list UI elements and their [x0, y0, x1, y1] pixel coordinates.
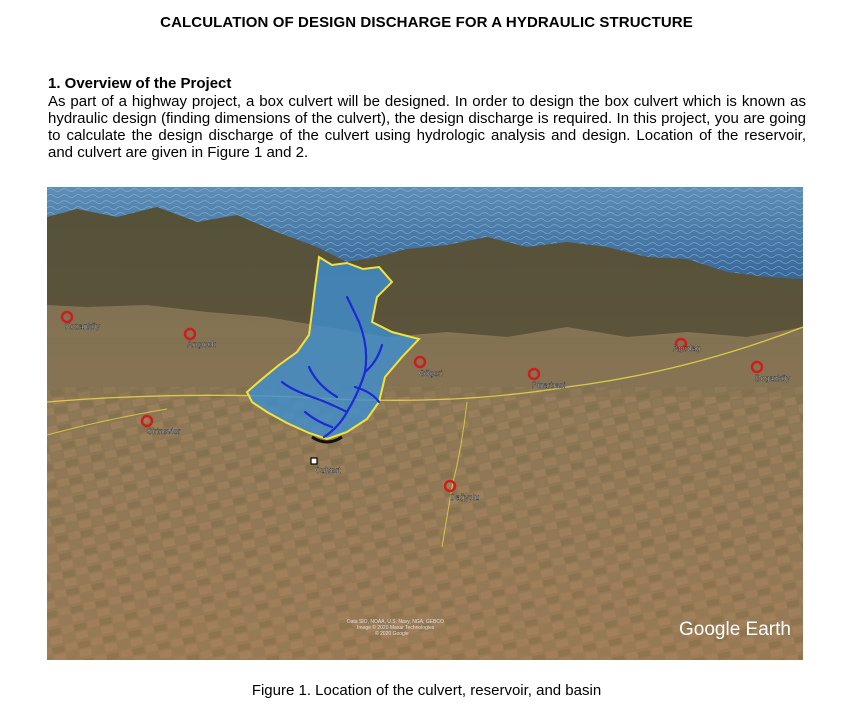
label-pinarbasi: Pinarbasi	[532, 381, 566, 390]
document-title: CALCULATION OF DESIGN DISCHARGE FOR A HYDRAULIC STRUCTURE	[160, 14, 693, 31]
overview-paragraph: As part of a highway project, a box culvert will be designed. In order to design the box culvert which is known as hydraulic design (finding dimensions of the culvert), the design discharge is required. In this project, you are going to calculate the design discharge of the culvert using hydrologic analysis and design. Location of the reservoir, and culvert are given in Figure 1 and 2.	[48, 93, 806, 161]
figure-caption: Figure 1. Location of the culvert, reservoir, and basin	[251, 682, 602, 699]
label-goceri: Göçeri	[419, 369, 443, 378]
label-bogazkoy: Bogazköy	[755, 374, 791, 383]
google-earth-watermark: Google Earth	[679, 619, 791, 640]
map-credits-line1: Data SIO, NOAA, U.S. Navy, NGA, GEBCO	[347, 619, 444, 625]
label-sirinevler: Sirinevler	[147, 427, 181, 436]
satellite-map-figure	[47, 187, 803, 660]
map-credits-line3: © 2020 Google	[375, 631, 409, 637]
section-heading: 1. Overview of the Project	[48, 75, 232, 92]
label-kozankoy: Kozanköy	[65, 322, 101, 331]
label-culvert: Culvert	[315, 466, 341, 475]
label-agirdag: Agirdag	[673, 344, 701, 353]
label-dagyolu: Dağyolu	[450, 493, 480, 502]
satellite-map	[47, 187, 803, 660]
label-arickek: Arıçıcek	[187, 340, 216, 349]
map-credits-line2: Image © 2020 Maxar Technologies	[357, 625, 435, 631]
